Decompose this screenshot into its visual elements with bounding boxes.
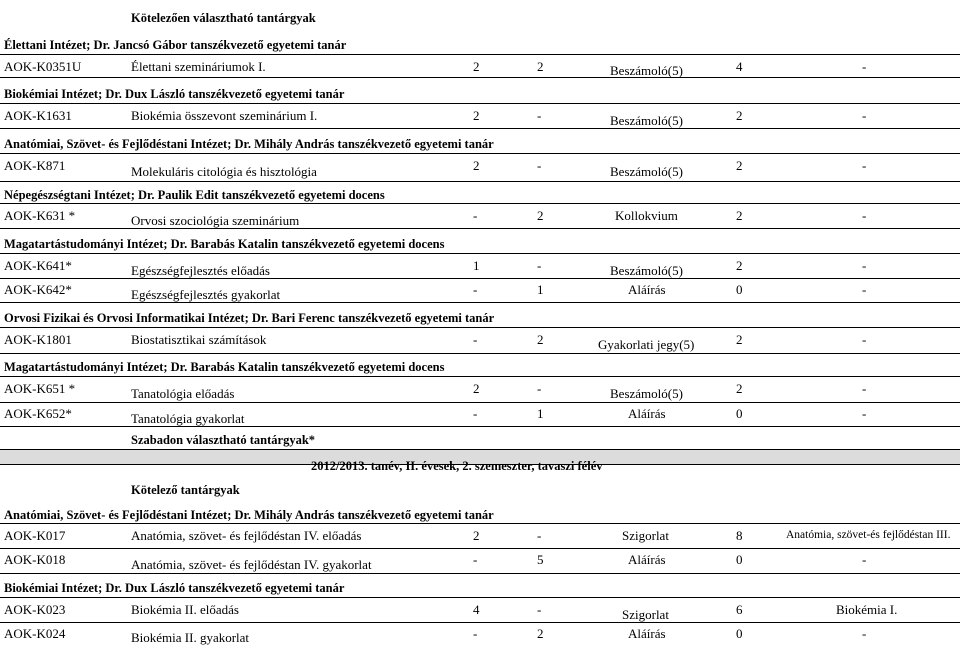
mandatory-title: Kötelező tantárgyak [131, 483, 240, 497]
practice-hours: 1 [537, 406, 544, 421]
lecture-hours: - [473, 406, 478, 421]
exam-type: Beszámoló(5) [610, 263, 683, 278]
credit: 2 [736, 158, 743, 173]
table-row [0, 376, 960, 403]
table-row [0, 203, 960, 229]
course-code: AOK-K023 [4, 602, 66, 617]
practice-hours: - [537, 158, 542, 173]
block-heading: Biokémiai Intézet; Dr. Dux László tanszékvezető egyetemi tanár [4, 581, 345, 595]
course-name: Anatómia, szövet- és fejlődéstan IV. előadás [131, 528, 362, 543]
exam-type: Beszámoló(5) [610, 164, 683, 179]
course-code: AOK-K1801 [4, 332, 72, 347]
block-heading: Magatartástudományi Intézet; Dr. Barabás Katalin tanszékvezető egyetemi docens [4, 360, 445, 374]
block-heading: Magatartástudományi Intézet; Dr. Barabás Katalin tanszékvezető egyetemi docens [4, 237, 445, 251]
credit: 0 [736, 552, 743, 567]
exam-type: Aláírás [628, 282, 666, 297]
practice-hours: - [537, 528, 542, 543]
lecture-hours: - [473, 282, 478, 297]
exam-type: Beszámoló(5) [610, 113, 683, 128]
credit: 2 [736, 381, 743, 396]
lecture-hours: 2 [473, 528, 480, 543]
block-heading: Biokémiai Intézet; Dr. Dux László tanszékvezető egyetemi tanár [4, 87, 345, 101]
block-heading: Orvosi Fizikai és Orvosi Informatikai Intézet; Dr. Bari Ferenc tanszékvezető egyetemi tanár [4, 311, 495, 325]
credit: 2 [736, 332, 743, 347]
course-code: AOK-K652* [4, 406, 72, 421]
table-row [0, 402, 960, 427]
lecture-hours: 2 [473, 381, 480, 396]
prerequisite: - [862, 282, 867, 297]
prerequisite: - [862, 626, 867, 641]
table-row [0, 54, 960, 78]
lecture-hours: 1 [473, 258, 480, 273]
course-code: AOK-K641* [4, 258, 72, 273]
credit: 4 [736, 59, 743, 74]
block-heading: Élettani Intézet; Dr. Jancsó Gábor tanszékvezető egyetemi tanár [4, 38, 347, 52]
exam-type: Gyakorlati jegy(5) [598, 337, 695, 352]
course-name: Egészségfejlesztés előadás [131, 263, 270, 278]
table-row [0, 153, 960, 182]
course-name: Tanatológia előadás [131, 386, 235, 401]
exam-type: Aláírás [628, 626, 666, 641]
course-code: AOK-K024 [4, 626, 66, 641]
credit: 0 [736, 626, 743, 641]
course-code: AOK-K642* [4, 282, 72, 297]
exam-type: Kollokvium [615, 208, 678, 223]
credit: 2 [736, 258, 743, 273]
exam-type: Beszámoló(5) [610, 386, 683, 401]
practice-hours: - [537, 602, 542, 617]
exam-type: Aláírás [628, 406, 666, 421]
table-row [0, 103, 960, 129]
course-code: AOK-K631 * [4, 208, 76, 223]
course-name: Molekuláris citológia és hisztológia [131, 164, 317, 179]
course-code: AOK-K871 [4, 158, 66, 173]
course-code: AOK-K1631 [4, 108, 72, 123]
course-name: Biokémia II. gyakorlat [131, 630, 250, 645]
practice-hours: - [537, 381, 542, 396]
table-row [0, 327, 960, 354]
practice-hours: 5 [537, 552, 544, 567]
credit: 8 [736, 528, 743, 543]
free-elective-title: Szabadon választható tantárgyak* [131, 433, 316, 447]
block-heading: Anatómiai, Szövet- és Fejlődéstani Intézet; Dr. Mihály András tanszékvezető egyetemi tanár [4, 508, 494, 522]
credit: 2 [736, 208, 743, 223]
exam-type: Szigorlat [622, 607, 669, 622]
prerequisite: - [862, 108, 867, 123]
practice-hours: 2 [537, 59, 544, 74]
lecture-hours: - [473, 552, 478, 567]
table-row [0, 597, 960, 623]
exam-type: Szigorlat [622, 528, 669, 543]
practice-hours: 2 [537, 626, 544, 641]
lecture-hours: 4 [473, 602, 480, 617]
course-name: Élettani szemináriumok I. [131, 59, 266, 74]
credit: 0 [736, 282, 743, 297]
course-name: Biokémia összevont szeminárium I. [131, 108, 318, 123]
course-name: Biokémia II. előadás [131, 602, 239, 617]
semester-label: 2012/2013. tanév, II. évesek, 2. szemeszter, tavaszi félév [311, 459, 603, 473]
table-row [0, 622, 960, 645]
prerequisite: Anatómia, szövet-és fejlődéstan III. [786, 529, 951, 541]
block-heading: Népegészségtani Intézet; Dr. Paulik Edit tanszékvezető egyetemi docens [4, 188, 385, 202]
course-name: Egészségfejlesztés gyakorlat [131, 287, 281, 302]
lecture-hours: 2 [473, 108, 480, 123]
prerequisite: - [862, 59, 867, 74]
prerequisite: - [862, 158, 867, 173]
course-code: AOK-K651 * [4, 381, 76, 396]
course-code: AOK-K017 [4, 528, 66, 543]
prerequisite: - [862, 552, 867, 567]
prerequisite: - [862, 406, 867, 421]
table-row [0, 278, 960, 303]
block-heading: Anatómiai, Szövet- és Fejlődéstani Intézet; Dr. Mihály András tanszékvezető egyetemi tanár [4, 137, 494, 151]
course-name: Biostatisztikai számítások [131, 332, 267, 347]
table-row [0, 548, 960, 574]
table-row [0, 253, 960, 279]
prerequisite: - [862, 381, 867, 396]
prerequisite: - [862, 258, 867, 273]
credit: 0 [736, 406, 743, 421]
lecture-hours: - [473, 626, 478, 641]
practice-hours: - [537, 108, 542, 123]
lecture-hours: - [473, 208, 478, 223]
exam-type: Beszámoló(5) [610, 63, 683, 78]
practice-hours: 2 [537, 332, 544, 347]
prerequisite: - [862, 332, 867, 347]
exam-type: Aláírás [628, 552, 666, 567]
practice-hours: 2 [537, 208, 544, 223]
credit: 2 [736, 108, 743, 123]
course-name: Orvosi szociológia szeminárium [131, 213, 300, 228]
lecture-hours: - [473, 332, 478, 347]
elective-required-title: Kötelezően választható tantárgyak [131, 11, 316, 25]
lecture-hours: 2 [473, 59, 480, 74]
course-name: Anatómia, szövet- és fejlődéstan IV. gyakorlat [131, 557, 372, 572]
table-row [0, 523, 960, 549]
course-code: AOK-K0351U [4, 59, 82, 74]
practice-hours: 1 [537, 282, 544, 297]
lecture-hours: 2 [473, 158, 480, 173]
credit: 6 [736, 602, 743, 617]
course-name: Tanatológia gyakorlat [131, 411, 245, 426]
practice-hours: - [537, 258, 542, 273]
course-code: AOK-K018 [4, 552, 66, 567]
prerequisite: Biokémia I. [836, 602, 898, 617]
prerequisite: - [862, 208, 867, 223]
